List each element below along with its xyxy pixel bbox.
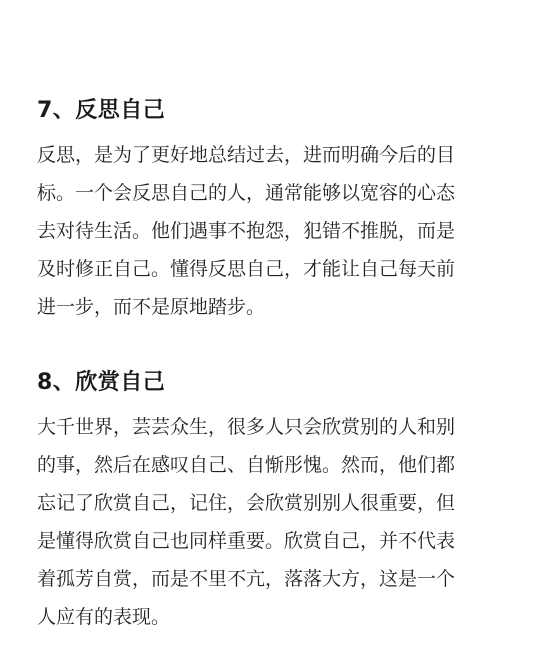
paragraph-line: 进一步，而不是原地踏步。 — [37, 296, 266, 318]
section-heading: 7、反思自己 — [37, 98, 166, 123]
paragraph-line: 是懂得欣赏自己也同样重要。欣赏自己，并不代表 — [37, 530, 456, 552]
paragraph-line: 反思，是为了更好地总结过去，进而明确今后的目 — [37, 144, 456, 166]
section-paragraph — [37, 136, 507, 326]
paragraph-line: 着孤芳自赏，而是不里不亢，落落大方，这是一个 — [37, 568, 456, 590]
paragraph-line: 及时修正自己。懂得反思自己，才能让自己每天前 — [37, 258, 456, 280]
paragraph-line: 去对待生活。他们遇事不抱怨，犯错不推脱，而是 — [37, 220, 456, 242]
section-reflect-yourself — [37, 96, 507, 326]
section-appreciate-yourself — [37, 368, 507, 636]
paragraph-line: 人应有的表现。 — [37, 606, 171, 628]
paragraph-line: 标。一个会反思自己的人，通常能够以宽容的心态 — [37, 182, 456, 204]
paragraph-line: 的事，然后在感叹自己、自惭彤愧。然而，他们都 — [37, 454, 456, 476]
paragraph-line: 大千世界，芸芸众生，很多人只会欣赏别的人和别 — [37, 416, 456, 438]
section-paragraph — [37, 408, 507, 636]
paragraph-line: 忘记了欣赏自己，记住，会欣赏别别人很重要，但 — [37, 492, 456, 514]
section-heading: 8、欣赏自己 — [37, 370, 166, 395]
